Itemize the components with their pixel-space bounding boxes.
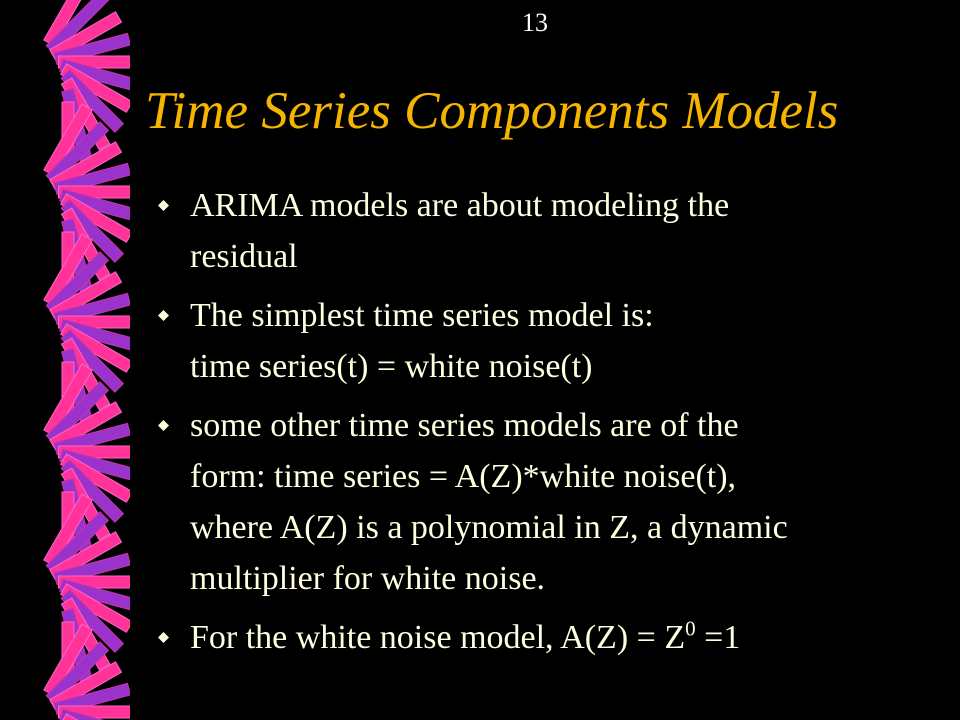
formula-text: For the white noise model, A(Z) = Z: [190, 619, 686, 656]
bullet-line: The simplest time series model is:: [190, 297, 654, 334]
slide-title: Time Series Components Models: [145, 82, 839, 140]
bullet-list: [150, 180, 950, 671]
spiral-decoration: [0, 0, 130, 720]
bullet-item: [150, 612, 950, 663]
diamond-bullet-icon: [158, 632, 169, 643]
bullet-item: [150, 180, 950, 282]
bullet-line: where A(Z) is a polynomial in Z, a dynamic: [190, 509, 788, 546]
bullet-item: [150, 290, 950, 392]
bullet-line: residual: [190, 238, 298, 275]
formula-text-end: =1: [695, 619, 741, 656]
slide-number: 13: [522, 8, 548, 37]
bullet-line: form: time series = A(Z)*white noise(t),: [190, 458, 737, 495]
diamond-bullet-icon: [158, 200, 169, 211]
bullet-item: [150, 400, 950, 604]
superscript-zero: 0: [685, 616, 696, 641]
bullet-line: [190, 612, 950, 663]
bullet-line: some other time series models are of the: [190, 407, 739, 444]
bullet-line: time series(t) = white noise(t): [190, 348, 593, 385]
bullet-line: ARIMA models are about modeling the: [190, 187, 730, 224]
bullet-line: multiplier for white noise.: [190, 560, 546, 597]
diamond-bullet-icon: [158, 420, 169, 431]
diamond-bullet-icon: [158, 310, 169, 321]
